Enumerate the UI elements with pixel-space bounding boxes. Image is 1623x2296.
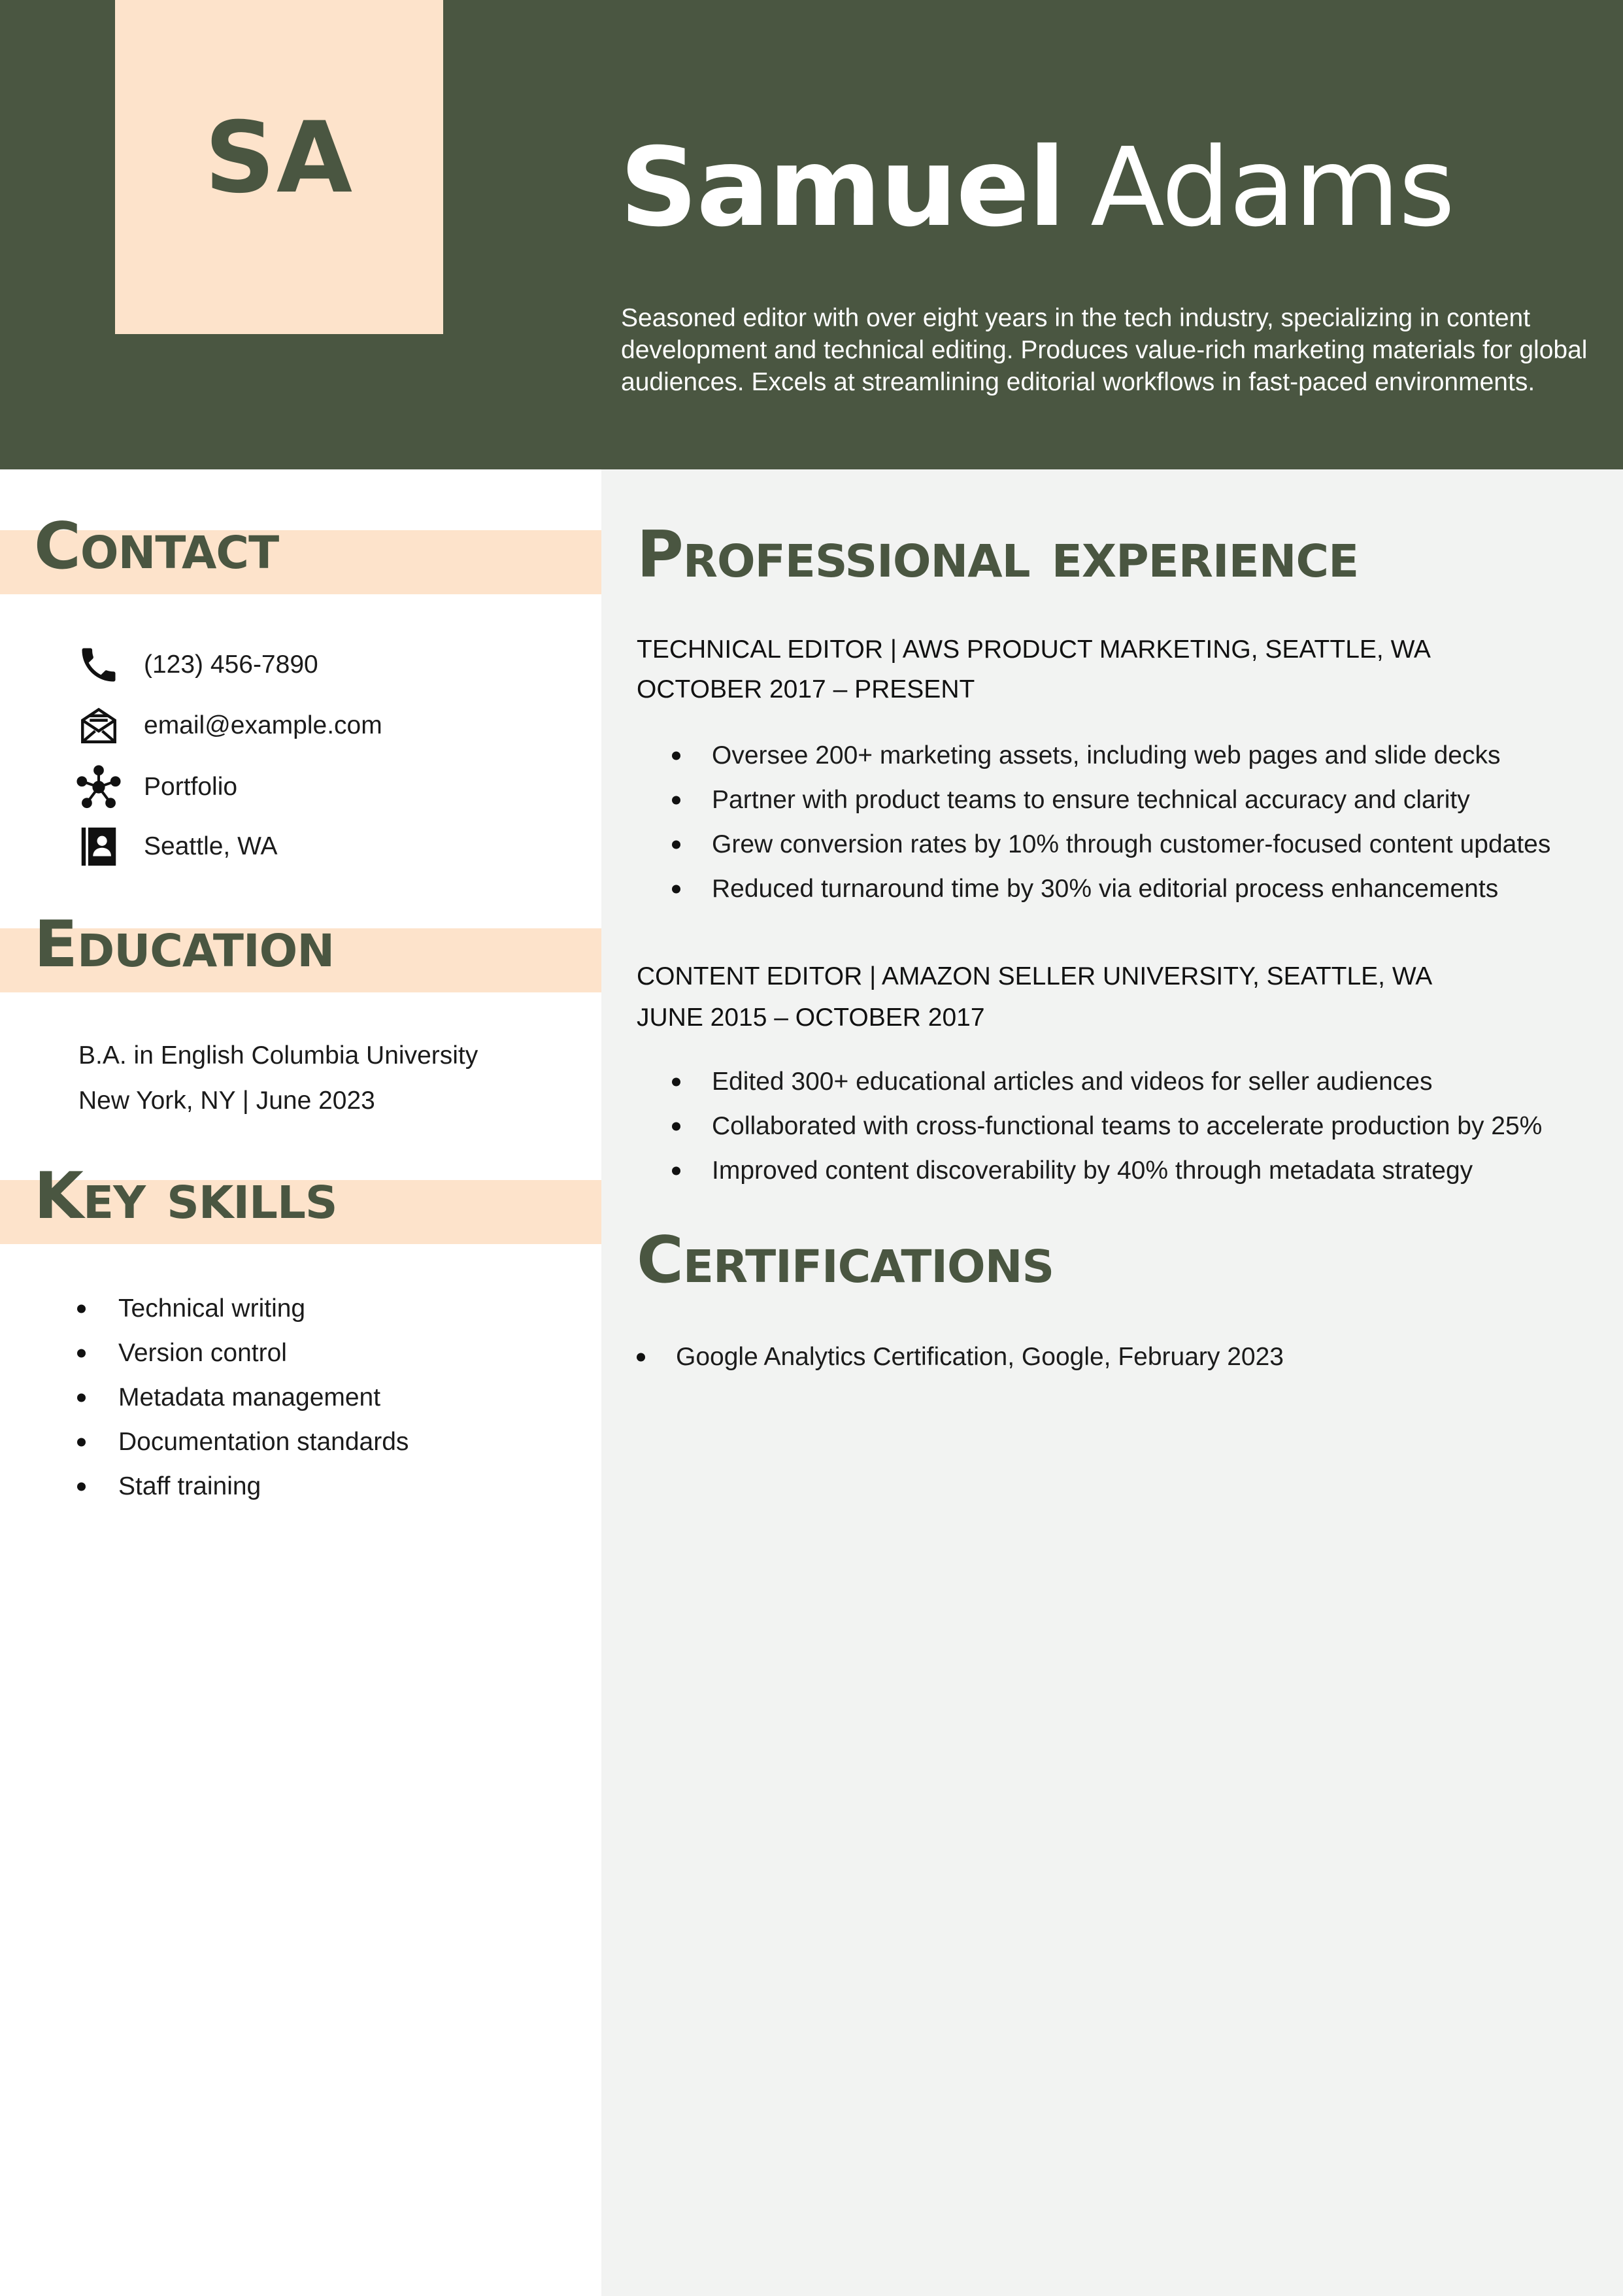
certifications-list <box>637 1335 1284 1379</box>
header-banner <box>0 0 1623 469</box>
experience-heading: Professional experience <box>637 518 1359 592</box>
job-duty: Collaborated with cross-functional teams to accelerate production by 25% <box>637 1104 1542 1149</box>
candidate-name <box>620 125 1454 251</box>
contact-heading: Contact <box>34 509 279 584</box>
education-degree: B.A. in English Columbia University <box>78 1041 478 1070</box>
last-name: Adams <box>1090 125 1454 251</box>
contact-card-icon <box>76 824 122 869</box>
skill-item: Version control <box>77 1331 409 1376</box>
skill-item: Metadata management <box>77 1376 409 1420</box>
envelope-icon <box>76 703 122 749</box>
job-duty: Reduced turnaround time by 30% via editorial process enhancements <box>637 867 1550 911</box>
phone-icon <box>76 642 122 688</box>
job-duty: Oversee 200+ marketing assets, including web pages and slide decks <box>637 734 1550 778</box>
network-icon <box>76 764 122 810</box>
location: Seattle, WA <box>144 832 278 860</box>
skills-heading: Key skills <box>34 1159 337 1234</box>
job-duties-list <box>637 734 1550 911</box>
education-location-date: New York, NY | June 2023 <box>78 1087 375 1115</box>
first-name: Samuel <box>620 125 1065 251</box>
monogram-box <box>115 0 443 334</box>
skill-item: Documentation standards <box>77 1420 409 1464</box>
skill-item: Technical writing <box>77 1287 409 1331</box>
job-duty: Partner with product teams to ensure technical accuracy and clarity <box>637 778 1550 822</box>
job-duty: Grew conversion rates by 10% through customer-focused content updates <box>637 822 1550 867</box>
job-dates: JUNE 2015 – OCTOBER 2017 <box>637 1004 985 1032</box>
skill-item: Staff training <box>77 1464 409 1509</box>
job-dates: OCTOBER 2017 – PRESENT <box>637 675 975 703</box>
phone-number: (123) 456-7890 <box>144 650 318 679</box>
skills-list <box>77 1287 409 1509</box>
contact-location[interactable] <box>76 824 277 869</box>
job-duty: Improved content discoverability by 40% through metadata strategy <box>637 1149 1542 1193</box>
certifications-heading: Certifications <box>637 1223 1054 1298</box>
email-address: email@example.com <box>144 711 382 739</box>
professional-summary: Seasoned editor with over eight years in the tech industry, specializing in content development and technical editing. Produces value-rich marketing materials for global audiences. Excels at streamlining editorial workflows in fast-paced environments. <box>621 304 1588 396</box>
portfolio-link[interactable]: Portfolio <box>144 773 238 801</box>
monogram: SA <box>204 101 354 215</box>
certification-item: Google Analytics Certification, Google, February 2023 <box>637 1335 1284 1379</box>
job-title: TECHNICAL EDITOR | AWS PRODUCT MARKETING, SEATTLE, WA <box>637 635 1431 664</box>
contact-portfolio[interactable] <box>76 764 237 810</box>
job-duty: Edited 300+ educational articles and videos for seller audiences <box>637 1060 1542 1104</box>
job-duties-list <box>637 1060 1542 1193</box>
job-title: CONTENT EDITOR | AMAZON SELLER UNIVERSITY, SEATTLE, WA <box>637 962 1433 990</box>
contact-phone[interactable] <box>76 642 318 688</box>
education-heading: Education <box>34 907 335 982</box>
contact-email[interactable] <box>76 703 382 749</box>
